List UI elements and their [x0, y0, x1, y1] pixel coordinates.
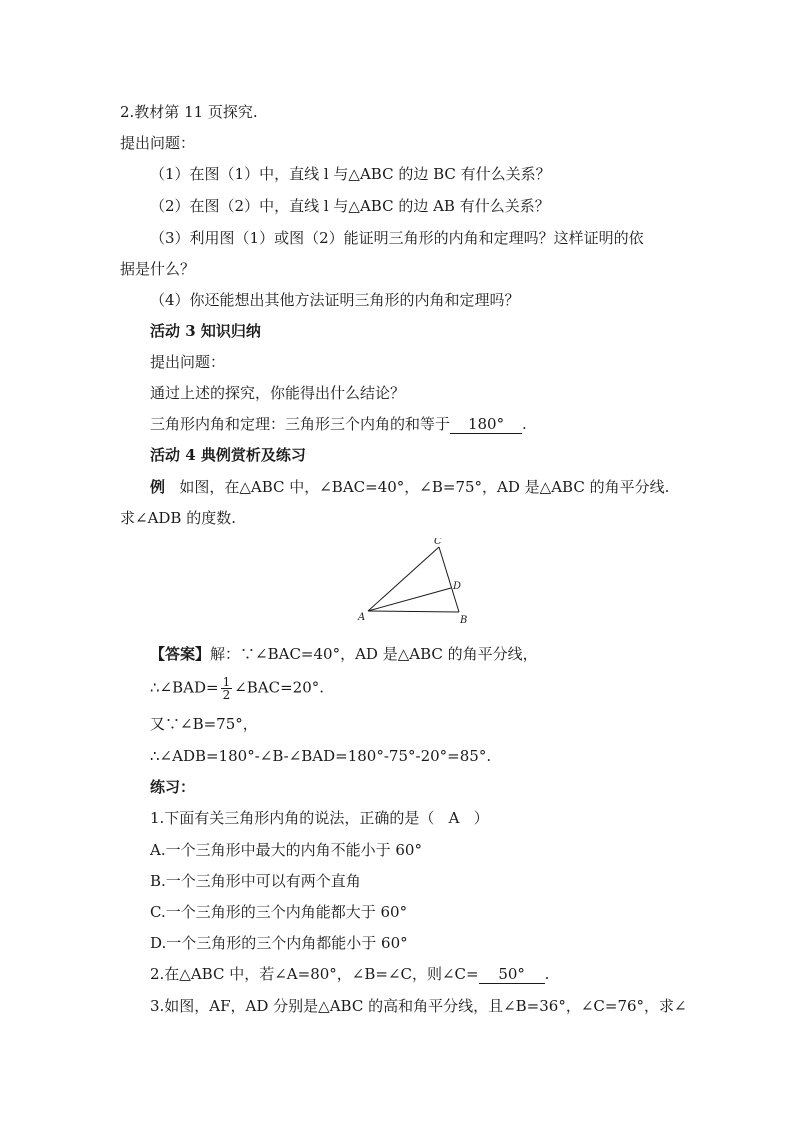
line-conclusion-question: 通过上述的探究，你能得出什么结论？: [150, 384, 406, 402]
question-4: （4）你还能想出其他方法证明三角形的内角和定理吗？: [150, 291, 520, 309]
exercise-2-answer-blank: 50°: [479, 965, 545, 984]
line-textbook-ref: 2.教材第 11 页探究.: [120, 103, 258, 121]
answer-2-post: ∠BAC=20°.: [234, 678, 325, 697]
answer-line-2: [150, 676, 324, 701]
exercise-2-text: 2.在△ABC 中，若∠A=80°，∠B=∠C，则∠C=: [150, 965, 479, 983]
exercise-2-period: .: [544, 965, 550, 983]
answer-2-pre: ∴∠BAD=: [150, 678, 219, 697]
activity-4-heading: 活动 4 典例赏析及练习: [150, 446, 306, 464]
exercise-1-close: ）: [473, 809, 489, 827]
label-c: C: [434, 538, 442, 547]
side-cb: [439, 547, 462, 612]
answer-line-3: 又∵∠B=75°，: [150, 715, 258, 733]
label-b: B: [460, 615, 468, 626]
line-question-intro: 提出问题：: [120, 134, 196, 152]
option-b: B.一个三角形中可以有两个直角: [150, 872, 361, 890]
theorem-statement: [150, 414, 527, 434]
fraction-denominator: 2: [222, 688, 231, 702]
option-c: C.一个三角形的三个内角能都大于 60°: [150, 903, 408, 921]
theorem-answer-blank: 180°: [450, 415, 522, 434]
label-a: A: [358, 612, 366, 623]
exercise-1: [150, 808, 489, 828]
label-d: D: [453, 581, 462, 592]
question-3: （3）利用图（1）或图（2）能证明三角形的内角和定理吗？这样证明的依: [150, 229, 644, 247]
answer-label: 【答案】: [150, 645, 211, 663]
answer-line-1: [150, 644, 538, 664]
exercise-1-answer: A: [448, 809, 460, 827]
option-a: A.一个三角形中最大的内角不能小于 60°: [150, 841, 422, 859]
exercise-1-text: 1.下面有关三角形内角的说法，正确的是（: [150, 809, 435, 827]
example-label: 例: [150, 478, 166, 496]
triangle-figure: [350, 538, 480, 628]
exercise-heading: 练习：: [150, 778, 196, 796]
question-2: （2）在图（2）中，直线 l 与△ABC 的边 AB 有什么关系？: [150, 197, 550, 215]
side-ab: [368, 611, 459, 612]
fraction-half: [221, 676, 233, 701]
option-d: D.一个三角形的三个内角都能小于 60°: [150, 934, 408, 952]
theorem-text: 三角形内角和定理：三角形三个内角的和等于: [150, 415, 451, 433]
example-statement: [150, 477, 669, 497]
answer-line-4: ∴∠ADB=180°-∠B-∠BAD=180°-75°-20°=85°.: [150, 747, 492, 765]
theorem-period: .: [522, 415, 527, 433]
line-question-intro-2: 提出问题：: [150, 353, 226, 371]
exercise-3: 3.如图，AF，AD 分别是△ABC 的高和角平分线，且∠B=36°，∠C=76°，求∠: [150, 997, 687, 1015]
example-question: 求∠ADB 的度数.: [120, 509, 236, 527]
activity-3-heading: 活动 3 知识归纳: [150, 322, 261, 340]
example-text: 如图，在△ABC 中，∠BAC=40°，∠B=75°，AD 是△ABC 的角平分线.: [179, 478, 670, 496]
question-3-cont: 据是什么？: [120, 260, 196, 278]
exercise-2: [150, 964, 549, 984]
answer-text-1: 解：∵∠BAC=40°，AD 是△ABC 的角平分线，: [210, 645, 538, 663]
question-1: （1）在图（1）中，直线 l 与△ABC 的边 BC 有什么关系？: [150, 165, 551, 183]
fraction-numerator: 1: [222, 675, 231, 689]
